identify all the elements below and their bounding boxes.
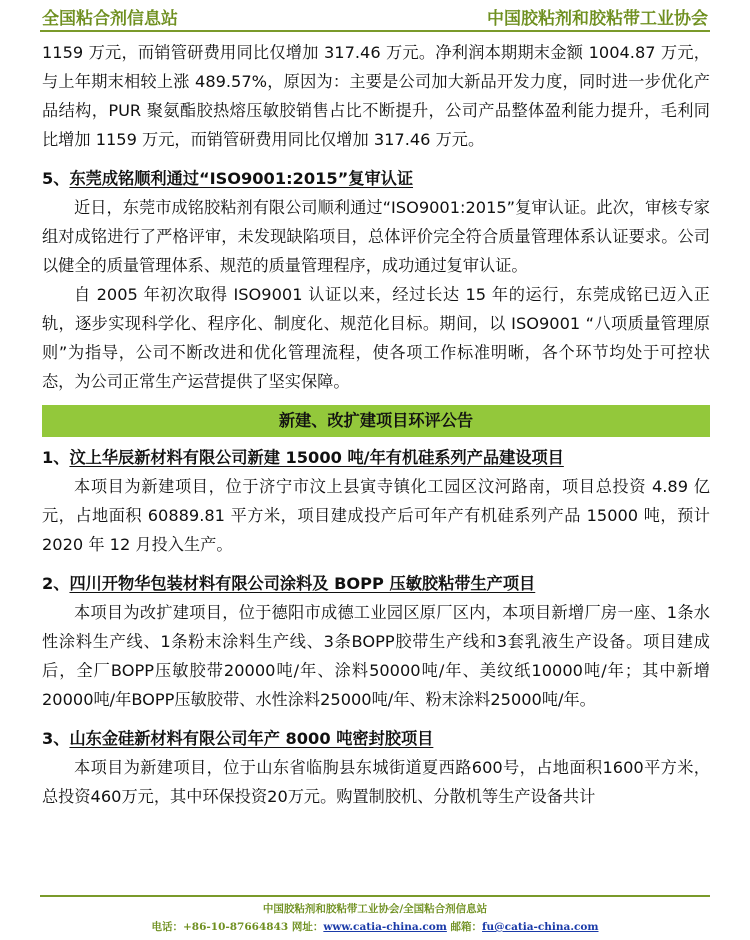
section-5-paragraph-2: 自 2005 年初次取得 ISO9001 认证以来，经过长达 15 年的运行，东莞成铭已迈入正轨，逐步实现科学化、程序化、制度化、规范化目标。期间，以 ISO9001 “八项质量管理原则”为指导，公司不断改进和优化管理流程，使各项工作标准明晰，各个环节均处于可控状态，为公司正常生产运营提供了坚实保障。 (42, 285, 710, 391)
footer-web-label: 网址： (291, 921, 324, 933)
item-1-number: 1、 (42, 448, 70, 467)
item-3-body: 本项目为新建项目，位于山东省临朐县东城街道夏西路600号，占地面积1600平方米，总投资460万元，其中环保投资20万元。购置制胶机、分散机等生产设备共计 (42, 758, 710, 806)
item-2-title: 四川开物华包装材料有限公司涂料及 BOPP 压敏胶粘带生产项目 (69, 574, 536, 593)
footer-contact (40, 919, 710, 934)
section-banner: 新建、改扩建项目环评公告 (42, 405, 710, 437)
section-5-title: 东莞成铭顺利通过“ISO9001:2015”复审认证 (69, 169, 414, 188)
header-association-name: 中国胶粘剂和胶粘带工业协会 (487, 9, 708, 29)
item-3-number: 3、 (42, 729, 70, 748)
footer-phone-label: 电话： (151, 921, 183, 933)
header-site-name: 全国粘合剂信息站 (42, 9, 178, 29)
item-1-heading (42, 443, 710, 472)
item-3-title: 山东金硅新材料有限公司年产 8000 吨密封胶项目 (69, 729, 434, 748)
page-footer (40, 895, 710, 934)
footer-mail-label: 邮箱： (450, 921, 483, 933)
item-1-title: 汶上华辰新材料有限公司新建 15000 吨/年有机硅系列产品建设项目 (69, 448, 564, 467)
section-5-number: 5、 (42, 169, 70, 188)
footer-phone: +86-10-87664843 (183, 921, 289, 933)
section-5-heading (42, 164, 710, 193)
footer-web-link[interactable]: www.catia-china.com (323, 921, 447, 933)
item-3-heading (42, 724, 710, 753)
page-header (40, 0, 710, 32)
item-2-heading (42, 569, 710, 598)
item-2-body: 本项目为改扩建项目，位于德阳市成德工业园区原厂区内，本项目新增厂房一座、1条水性涂料生产线、1条粉末涂料生产线、3条BOPP胶带生产线和3套乳液生产设备。项目建成后，全厂BOPP压敏胶带20000吨/年、涂料50000吨/年、美纹纸10000吨/年；其中新增20000吨/年BOPP压敏胶带、水性涂料25000吨/年、粉末涂料25000吨/年。 (42, 603, 710, 709)
footer-mail-link[interactable]: fu@catia-china.com (482, 921, 599, 933)
footer-org: 中国胶粘剂和胶粘带工业协会/全国粘合剂信息站 (262, 903, 488, 915)
item-2-number: 2、 (42, 574, 70, 593)
page-content (42, 38, 710, 811)
item-1-body: 本项目为新建项目，位于济宁市汶上县寅寺镇化工园区汶河路南，项目总投资 4.89 亿元，占地面积 60889.81 平方米，项目建成投产后可年产有机硅系列产品 15000 吨，预计 2020 年 12 月投入生产。 (42, 477, 710, 554)
section-5-paragraph-1: 近日，东莞市成铭胶粘剂有限公司顺利通过“ISO9001:2015”复审认证。此次，审核专家组对成铭进行了严格评审，未发现缺陷项目，总体评价完全符合质量管理体系认证要求。公司以健全的质量管理体系、规范的质量管理程序，成功通过复审认证。 (42, 198, 710, 275)
intro-paragraph: 1159 万元，而销管研费用同比仅增加 317.46 万元。净利润本期期末金额 1004.87 万元，与上年期末相较上涨 489.57%，原因为：主要是公司加大新品开发力度，同时进一步优化产品结构，PUR 聚氨酯胶热熔压敏胶销售占比不断提升，公司产品整体盈利能力提升，毛利同比增加 1159 万元，而销管研费用同比仅增加 317.46 万元。 (42, 43, 710, 149)
